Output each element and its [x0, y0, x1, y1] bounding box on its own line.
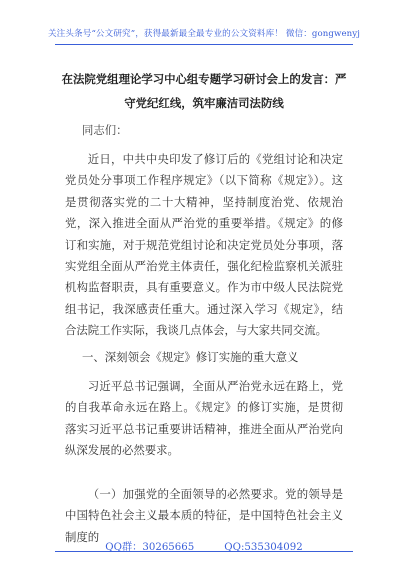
footer-qq-number: 535304092 [244, 542, 303, 553]
footer-qq-group-number: 30265665 [142, 542, 195, 553]
section-heading: 一、深刻领会《规定》修订实施的重大意义 [82, 350, 299, 364]
paragraph-section-1: 习近平总书记强调，全面从严治党永远在路上，党的自我革命永远在路上。《规定》的修订实施，是贯彻落实习近平总书记重要讲话精神，推进全面从严治党向纵深发展的必然要求。 [65, 379, 343, 458]
footer-qq-label: QQ: [224, 542, 245, 553]
paragraph-subsection-1: （一）加强党的全面领导的必然要求。党的领导是中国特色社会主义最本质的特征，是中国特色社会主义制度的 [65, 487, 343, 544]
footer-divider [55, 551, 353, 552]
header-divider [55, 44, 353, 45]
header-banner: 关注头条号“公文研究”，获得最新最全最专业的公文资料库！ 微信：gongwenyj [47, 29, 361, 39]
salutation: 同志们： [82, 123, 128, 137]
document-title: 在法院党组理论学习中心组专题学习研讨会上的发言：严守党纪红线，筑牢廉洁司法防线 [61, 72, 347, 110]
footer-qq-group-label: QQ群： [105, 542, 143, 553]
paragraph-intro: 近日，中共中央印发了修订后的《党组讨论和决定党员处分事项工作程序规定》（以下简称《规定》）。这是贯彻落实党的二十大精神，坚持制度治党、依规治党，深入推进全面从严治党的重要举措。《规定》的修订和实施，对于规范党组讨论和决定党员处分事项，落实党组全面从严治党主体责任，强化纪检监察机关派驻机构监督职责，具有重要意义。作为市中级人民法院党组书记，我深感责任重大。通过深入学习《规定》，结合法院工作实际，我谈几点体会，与大家共同交流。 [65, 152, 343, 338]
